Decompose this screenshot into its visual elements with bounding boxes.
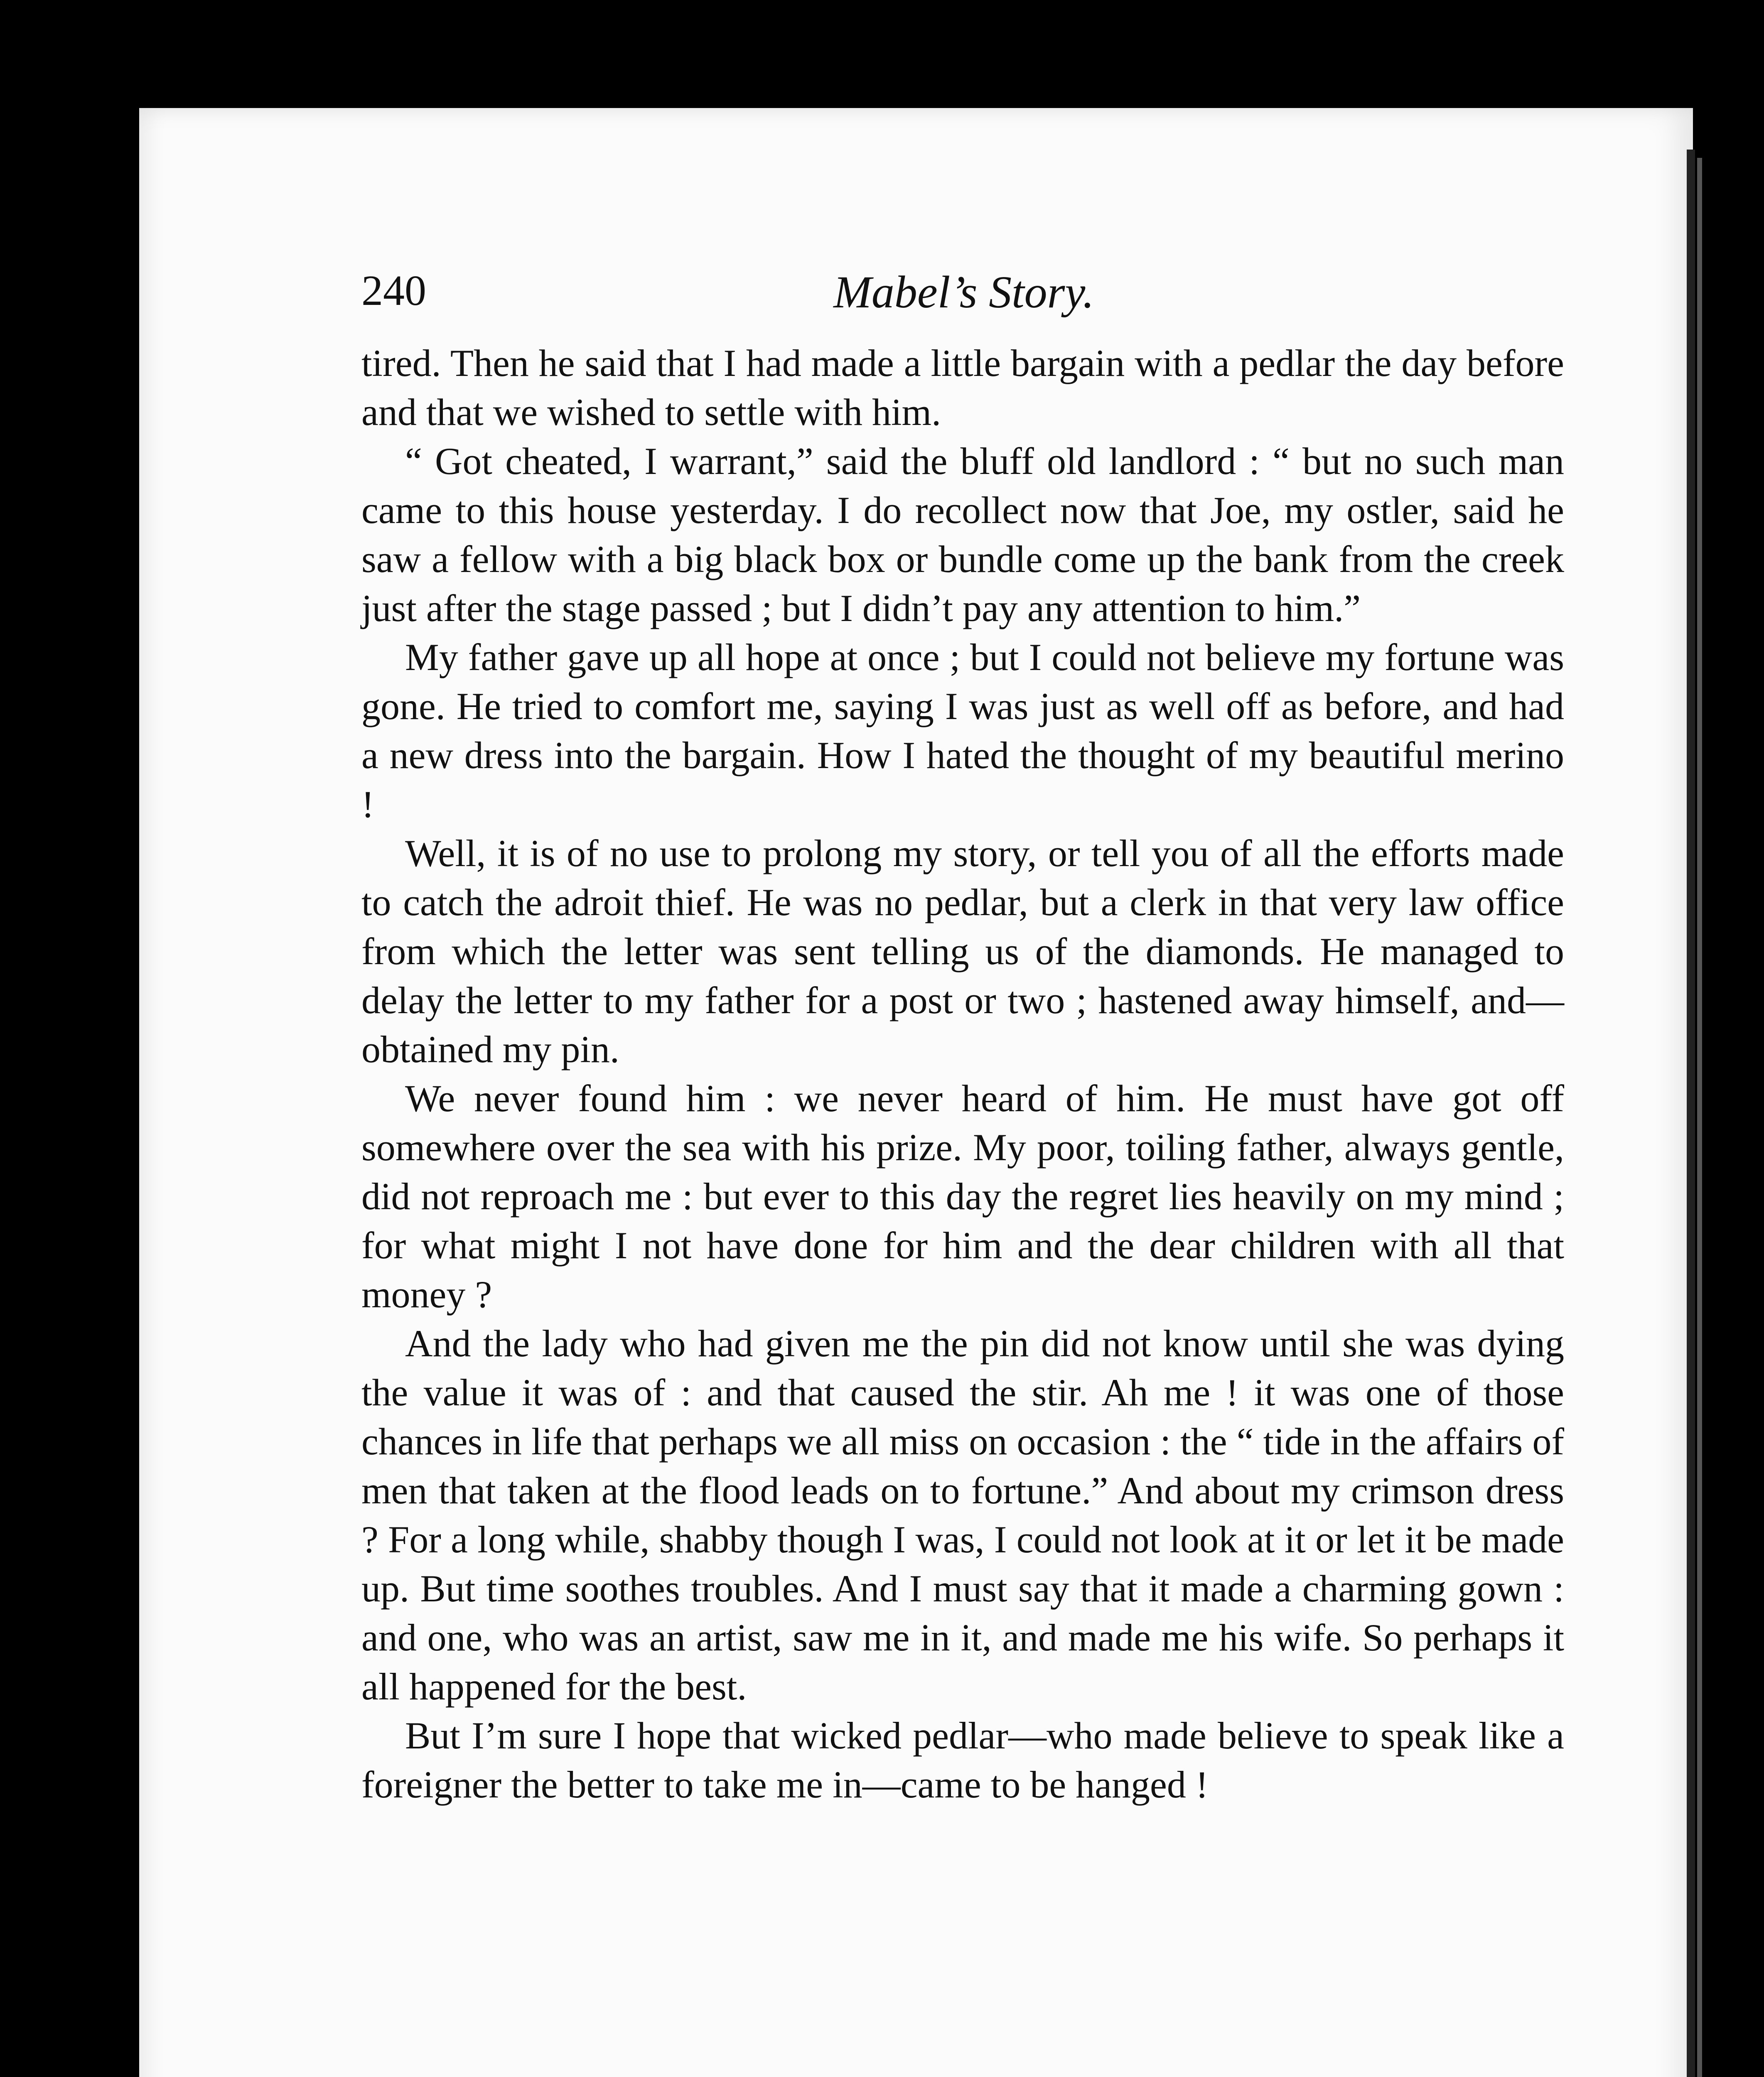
page-number: 240: [361, 267, 426, 314]
page-header: [361, 266, 1566, 332]
paragraph-7: But I’m sure I hope that wicked pedlar—who made believe to speak like a foreigner the better to take me in—came to be hanged !: [361, 1714, 1564, 1806]
paragraph-6: And the lady who had given me the pin did not know until she was dying the value it was of : and that caused the stir. Ah me ! it was one of those chances in life that perhaps we all miss on occasion : the “ tide in the affairs of men that taken at the flood leads on to fortune.” And about my crimson dress ? For a long while, shabby though I was, I could not look at it or let it be made up. But time soothes troubles. And I must say that it made a charming gown : and one, who was an artist, saw me in it, and made me his wife. So perhaps it all happened for the best.: [361, 1322, 1564, 1708]
paragraph-4: Well, it is of no use to prolong my story, or tell you of all the efforts made to catch the adroit thief. He was no pedlar, but a clerk in that very law office from which the letter was sent telling us of the diamonds. He managed to delay the letter to my father for a post or two ; hastened away himself, and—obtained my pin.: [361, 832, 1564, 1070]
page-edge-shadow: [1697, 158, 1702, 2077]
paragraph-2: “ Got cheated, I warrant,” said the bluff old landlord : “ but no such man came to this house yesterday. I do recollect now that Joe, my ostler, said he saw a fellow with a big black box or bundle come up the bank from the creek just after the stage passed ; but I didn’t pay any attention to him.”: [361, 440, 1564, 629]
running-title: Mabel’s Story.: [833, 267, 1094, 317]
page-edge: [1687, 150, 1695, 2077]
body-text: [361, 339, 1564, 1809]
paragraph-3: My father gave up all hope at once ; but I could not believe my fortune was gone. He tried to comfort me, saying I was just as well off as before, and had a new dress into the bargain. How I hated the thought of my beautiful merino !: [361, 636, 1564, 825]
paragraph-5: We never found him : we never heard of him. He must have got off somewhere over the sea with his prize. My poor, toiling father, always gentle, did not reproach me : but ever to this day the regret lies heavily on my mind ; for what might I not have done for him and the dear children with all that money ?: [361, 1077, 1564, 1316]
paragraph-1: tired. Then he said that I had made a little bargain with a pedlar the day before and that we wished to settle with him.: [361, 342, 1564, 433]
